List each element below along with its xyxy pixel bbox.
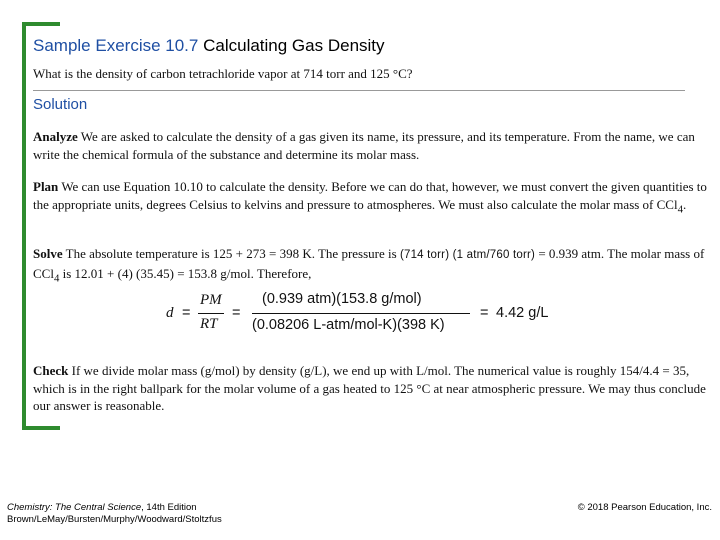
pressure-expression: (714 torr) (1 atm/760 torr) xyxy=(399,249,536,261)
footer-citation xyxy=(7,502,222,526)
frame-bracket-left xyxy=(22,22,26,430)
exercise-title: Calculating Gas Density xyxy=(203,36,385,55)
frame-bracket-top xyxy=(22,22,60,26)
solve-text-1: The absolute temperature is 125 + 273 = 398 K. The pressure is xyxy=(65,246,397,261)
plan-end: . xyxy=(683,196,687,212)
formula-rt: RT xyxy=(200,316,218,332)
formula-equals-1: = xyxy=(182,305,191,321)
formula-denominator: (0.08206 L-atm/mol-K)(398 K) xyxy=(252,317,445,333)
footer-edition: , 14th Edition xyxy=(141,502,197,513)
exercise-number: Sample Exercise 10.7 xyxy=(33,36,199,55)
check-text: If we divide molar mass (g/mol) by density (g/L), we end up with L/mol. The numerical value is roughly 154/4.4 = 35, which is in the right ballpark for the molar volume of a gas heated to 125 °C at near atmospheric pressure. We may thus conclude our answer is reasonable. xyxy=(33,363,706,413)
formula-equals-2: = xyxy=(232,305,241,321)
solve-text-3: is 12.01 + (4) (35.45) = 153.8 g/mol. Therefore, xyxy=(62,265,312,281)
formula-fraction-line-1 xyxy=(198,313,224,314)
footer-authors: Brown/LeMay/Bursten/Murphy/Woodward/Stoltzfus xyxy=(7,514,222,525)
formula-pm: PM xyxy=(200,292,222,308)
frame-bracket-bottom xyxy=(22,426,60,430)
divider xyxy=(33,90,685,91)
analyze-text: We are asked to calculate the density of a gas given its name, its pressure, and its temperature. From the name, we can write the chemical formula of the substance and determine its molar mass. xyxy=(33,129,695,162)
footer-copyright: © 2018 Pearson Education, Inc. xyxy=(577,502,712,513)
solve-text-2: = 0.939 atm. The molar mass of CCl xyxy=(33,246,705,281)
analyze-label: Analyze xyxy=(33,129,78,144)
solve-subscript: 4 xyxy=(53,272,60,285)
density-formula xyxy=(166,290,556,338)
check-label: Check xyxy=(33,363,69,378)
plan-label: Plan xyxy=(33,179,59,194)
page-title xyxy=(33,36,385,56)
plan-paragraph xyxy=(33,178,709,219)
plan-subscript: 4 xyxy=(677,203,684,216)
solution-heading: Solution xyxy=(33,96,88,113)
check-paragraph xyxy=(33,362,709,415)
formula-fraction-line-2 xyxy=(252,313,470,314)
plan-text: We can use Equation 10.10 to calculate the density. Before we can do that, however, we must convert the given quantities to the appropriate units, degrees Celsius to kelvins and pressure to atmospheres. We must also calculate the molar mass of CCl xyxy=(33,179,707,212)
formula-numerator: (0.939 atm)(153.8 g/mol) xyxy=(262,291,422,307)
question-text: What is the density of carbon tetrachloride vapor at 714 torr and 125 °C? xyxy=(33,66,413,81)
formula-d: d xyxy=(166,305,174,321)
solve-paragraph xyxy=(33,245,709,288)
footer-book-title: Chemistry: The Central Science xyxy=(7,502,142,513)
solve-label: Solve xyxy=(33,246,63,261)
formula-equals-3: = xyxy=(480,305,489,321)
formula-result: 4.42 g/L xyxy=(496,305,549,321)
analyze-paragraph xyxy=(33,128,709,163)
